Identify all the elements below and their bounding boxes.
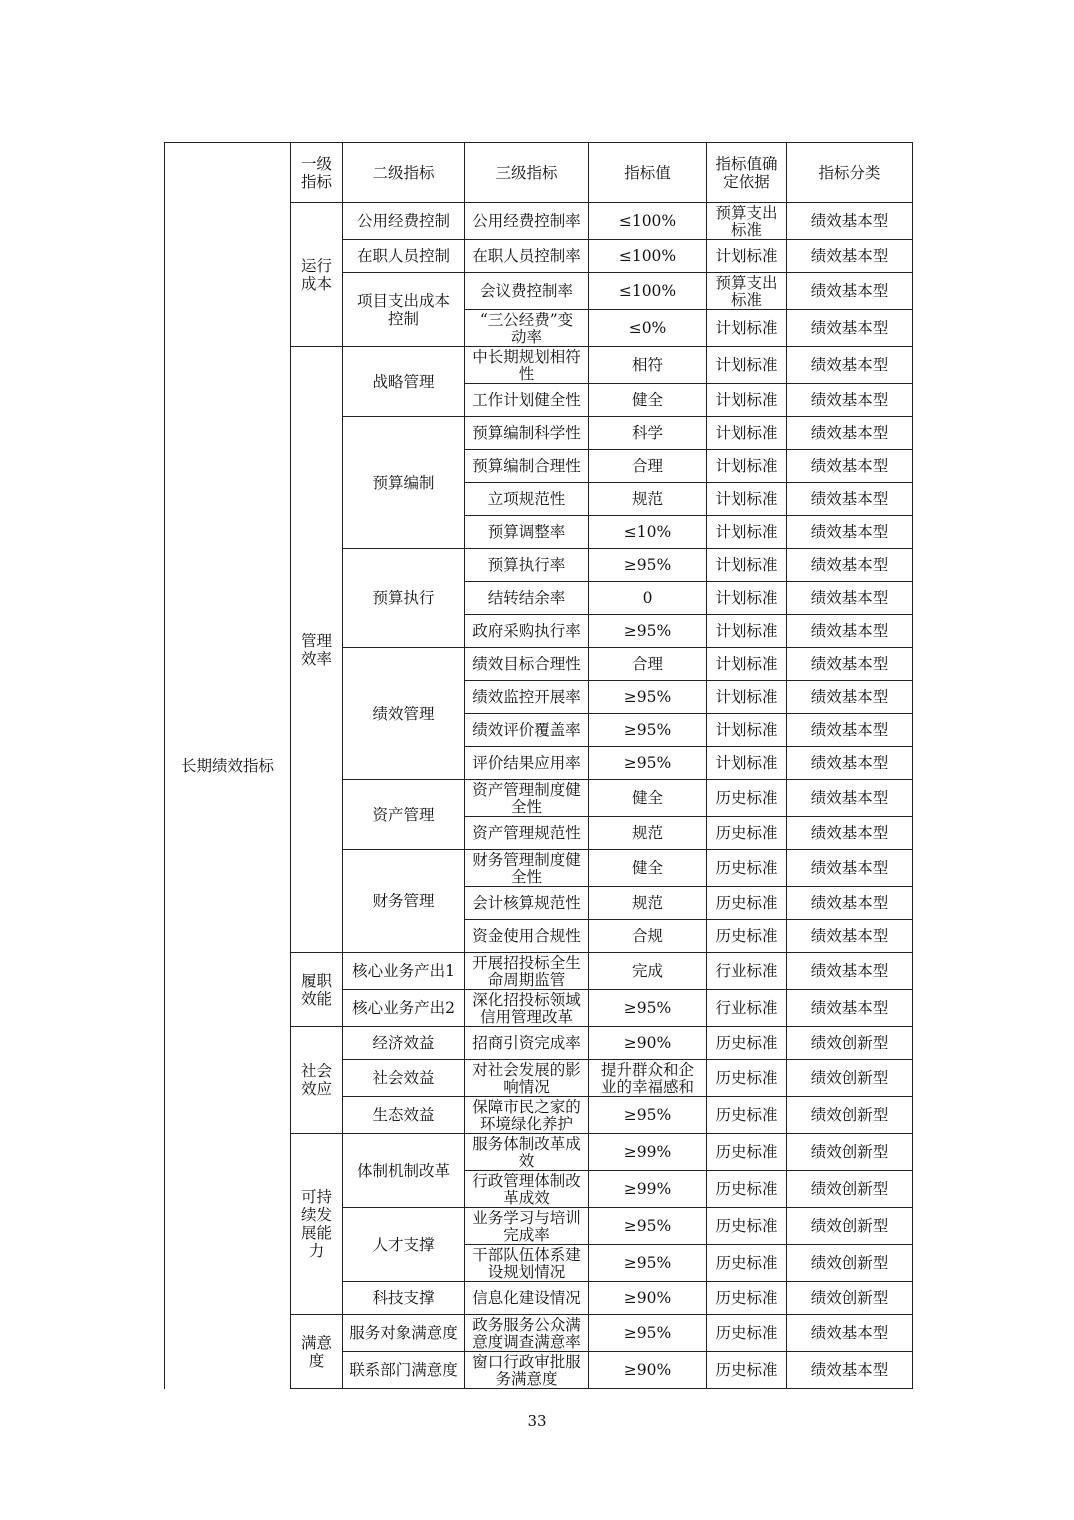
category-cell: 绩效创新型: [787, 1171, 913, 1208]
category-cell: 绩效创新型: [787, 1245, 913, 1282]
value-cell: ≥95%: [589, 714, 707, 747]
level3-cell: 预算调整率: [465, 516, 589, 549]
level2-cell: 联系部门满意度: [343, 1352, 465, 1389]
value-cell: ≥95%: [589, 1245, 707, 1282]
basis-cell: 历史标准: [707, 1027, 787, 1060]
value-cell: ≤100%: [589, 240, 707, 273]
value-cell: ≤10%: [589, 516, 707, 549]
category-cell: 绩效基本型: [787, 1315, 913, 1352]
header-level3: 三级指标: [465, 143, 589, 203]
level2-cell: 财务管理: [343, 850, 465, 953]
category-cell: 绩效基本型: [787, 920, 913, 953]
level3-cell: 中长期规划相符 性: [465, 347, 589, 384]
level2-cell: 项目支出成本 控制: [343, 273, 465, 347]
level3-cell: 窗口行政审批服 务满意度: [465, 1352, 589, 1389]
value-cell: 健全: [589, 850, 707, 887]
category-cell: 绩效基本型: [787, 990, 913, 1027]
category-cell: 绩效基本型: [787, 203, 913, 240]
level2-cell: 核心业务产出2: [343, 990, 465, 1027]
level2-cell: 在职人员控制: [343, 240, 465, 273]
basis-cell: 历史标准: [707, 817, 787, 850]
level2-cell: 绩效管理: [343, 648, 465, 780]
level3-cell: 会计核算规范性: [465, 887, 589, 920]
level1-cell: 履职 效能: [291, 953, 343, 1027]
category-cell: 绩效创新型: [787, 1208, 913, 1245]
header-basis: 指标值确 定依据: [707, 143, 787, 203]
basis-cell: 计划标准: [707, 240, 787, 273]
level3-cell: 结转结余率: [465, 582, 589, 615]
level3-cell: 政府采购执行率: [465, 615, 589, 648]
level3-cell: 工作计划健全性: [465, 384, 589, 417]
category-cell: 绩效创新型: [787, 1097, 913, 1134]
value-cell: 提升群众和企 业的幸福感和: [589, 1060, 707, 1097]
basis-cell: 计划标准: [707, 417, 787, 450]
level2-cell: 生态效益: [343, 1097, 465, 1134]
value-cell: ≥95%: [589, 1097, 707, 1134]
level3-cell: 预算编制合理性: [465, 450, 589, 483]
basis-cell: 计划标准: [707, 516, 787, 549]
category-cell: 绩效基本型: [787, 780, 913, 817]
level2-cell: 服务对象满意度: [343, 1315, 465, 1352]
basis-cell: 历史标准: [707, 1060, 787, 1097]
basis-cell: 计划标准: [707, 483, 787, 516]
value-cell: ≥90%: [589, 1282, 707, 1315]
level2-cell: 体制机制改革: [343, 1134, 465, 1208]
value-cell: 健全: [589, 780, 707, 817]
level3-cell: 服务体制改革成 效: [465, 1134, 589, 1171]
basis-cell: 预算支出 标准: [707, 273, 787, 310]
level3-cell: 公用经费控制率: [465, 203, 589, 240]
value-cell: 合理: [589, 648, 707, 681]
category-cell: 绩效基本型: [787, 516, 913, 549]
category-cell: 绩效基本型: [787, 310, 913, 347]
value-cell: ≥95%: [589, 549, 707, 582]
level3-cell: 深化招投标领域 信用管理改革: [465, 990, 589, 1027]
basis-cell: 历史标准: [707, 1245, 787, 1282]
level3-cell: 资金使用合规性: [465, 920, 589, 953]
category-cell: 绩效基本型: [787, 681, 913, 714]
category-cell: 绩效基本型: [787, 417, 913, 450]
level3-cell: 在职人员控制率: [465, 240, 589, 273]
category-cell: 绩效基本型: [787, 714, 913, 747]
category-cell: 绩效基本型: [787, 240, 913, 273]
level2-cell: 预算编制: [343, 417, 465, 549]
category-cell: 绩效创新型: [787, 1282, 913, 1315]
basis-cell: 计划标准: [707, 648, 787, 681]
category-cell: 绩效创新型: [787, 1027, 913, 1060]
header-category: 指标分类: [787, 143, 913, 203]
category-cell: 绩效基本型: [787, 648, 913, 681]
value-cell: ≥99%: [589, 1134, 707, 1171]
value-cell: 0: [589, 582, 707, 615]
value-cell: 科学: [589, 417, 707, 450]
basis-cell: 计划标准: [707, 310, 787, 347]
category-cell: 绩效基本型: [787, 384, 913, 417]
basis-cell: 行业标准: [707, 990, 787, 1027]
level2-cell: 核心业务产出1: [343, 953, 465, 990]
level3-cell: 会议费控制率: [465, 273, 589, 310]
level2-cell: 人才支撑: [343, 1208, 465, 1282]
category-cell: 绩效基本型: [787, 615, 913, 648]
level3-cell: 预算编制科学性: [465, 417, 589, 450]
value-cell: ≥95%: [589, 681, 707, 714]
level2-cell: 科技支撑: [343, 1282, 465, 1315]
value-cell: ≥99%: [589, 1171, 707, 1208]
basis-cell: 历史标准: [707, 1315, 787, 1352]
basis-cell: 历史标准: [707, 850, 787, 887]
level1-cell: 运行 成本: [291, 203, 343, 347]
basis-cell: 历史标准: [707, 1134, 787, 1171]
level2-cell: 社会效益: [343, 1060, 465, 1097]
basis-cell: 历史标准: [707, 1282, 787, 1315]
category-cell: 绩效基本型: [787, 1352, 913, 1389]
performance-indicator-table: [164, 142, 913, 1389]
value-cell: 健全: [589, 384, 707, 417]
value-cell: ≥95%: [589, 1315, 707, 1352]
level2-cell: 经济效益: [343, 1027, 465, 1060]
category-cell: 绩效基本型: [787, 887, 913, 920]
basis-cell: 历史标准: [707, 1352, 787, 1389]
value-cell: ≥95%: [589, 615, 707, 648]
level3-cell: 预算执行率: [465, 549, 589, 582]
category-cell: 绩效基本型: [787, 747, 913, 780]
level3-cell: 绩效目标合理性: [465, 648, 589, 681]
level3-cell: 评价结果应用率: [465, 747, 589, 780]
level3-cell: 业务学习与培训 完成率: [465, 1208, 589, 1245]
category-cell: 绩效基本型: [787, 953, 913, 990]
value-cell: 相符: [589, 347, 707, 384]
category-cell: 绩效基本型: [787, 347, 913, 384]
level3-cell: 对社会发展的影 响情况: [465, 1060, 589, 1097]
level1-cell: 社会 效应: [291, 1027, 343, 1134]
level3-cell: 保障市民之家的 环境绿化养护: [465, 1097, 589, 1134]
basis-cell: 计划标准: [707, 384, 787, 417]
header-level1: 一级 指标: [291, 143, 343, 203]
value-cell: 规范: [589, 887, 707, 920]
basis-cell: 行业标准: [707, 953, 787, 990]
value-cell: ≥95%: [589, 747, 707, 780]
basis-cell: 历史标准: [707, 920, 787, 953]
value-cell: ≥90%: [589, 1027, 707, 1060]
value-cell: ≥90%: [589, 1352, 707, 1389]
level2-cell: 战略管理: [343, 347, 465, 417]
value-cell: 规范: [589, 483, 707, 516]
header-value: 指标值: [589, 143, 707, 203]
level3-cell: 政务服务公众满 意度调查满意率: [465, 1315, 589, 1352]
basis-cell: 计划标准: [707, 549, 787, 582]
category-cell: 绩效基本型: [787, 483, 913, 516]
category-cell: 绩效创新型: [787, 1134, 913, 1171]
basis-cell: 历史标准: [707, 1208, 787, 1245]
category-cell: 绩效基本型: [787, 273, 913, 310]
level3-cell: 立项规范性: [465, 483, 589, 516]
value-cell: ≤100%: [589, 203, 707, 240]
level3-cell: 招商引资完成率: [465, 1027, 589, 1060]
category-cell: 绩效基本型: [787, 817, 913, 850]
basis-cell: 历史标准: [707, 1171, 787, 1208]
level3-cell: 绩效监控开展率: [465, 681, 589, 714]
level2-cell: 预算执行: [343, 549, 465, 648]
value-cell: ≥95%: [589, 990, 707, 1027]
level2-cell: 资产管理: [343, 780, 465, 850]
basis-cell: 历史标准: [707, 887, 787, 920]
level3-cell: 开展招投标全生 命周期监管: [465, 953, 589, 990]
category-cell: 绩效基本型: [787, 582, 913, 615]
value-cell: 合理: [589, 450, 707, 483]
basis-cell: 计划标准: [707, 450, 787, 483]
value-cell: ≥95%: [589, 1208, 707, 1245]
category-cell: 绩效基本型: [787, 549, 913, 582]
basis-cell: 计划标准: [707, 681, 787, 714]
value-cell: ≤100%: [589, 273, 707, 310]
category-cell: 绩效基本型: [787, 450, 913, 483]
level1-cell: 可持 续发 展能 力: [291, 1134, 343, 1315]
level3-cell: 资产管理制度健 全性: [465, 780, 589, 817]
page-number: 33: [527, 1412, 547, 1430]
value-cell: 合规: [589, 920, 707, 953]
category-cell: 绩效创新型: [787, 1060, 913, 1097]
category-cell: 绩效基本型: [787, 850, 913, 887]
level3-cell: “三公经费”变 动率: [465, 310, 589, 347]
basis-cell: 计划标准: [707, 714, 787, 747]
level3-cell: 行政管理体制改 革成效: [465, 1171, 589, 1208]
level3-cell: 绩效评价覆盖率: [465, 714, 589, 747]
value-cell: ≤0%: [589, 310, 707, 347]
basis-cell: 预算支出 标准: [707, 203, 787, 240]
basis-cell: 计划标准: [707, 347, 787, 384]
long-term-indicator-label: 长期绩效指标: [165, 143, 291, 1389]
basis-cell: 历史标准: [707, 1097, 787, 1134]
basis-cell: 计划标准: [707, 615, 787, 648]
basis-cell: 计划标准: [707, 747, 787, 780]
header-level2: 二级指标: [343, 143, 465, 203]
level3-cell: 干部队伍体系建 设规划情况: [465, 1245, 589, 1282]
basis-cell: 计划标准: [707, 582, 787, 615]
value-cell: 完成: [589, 953, 707, 990]
level2-cell: 公用经费控制: [343, 203, 465, 240]
level1-cell: 管理 效率: [291, 347, 343, 953]
level3-cell: 资产管理规范性: [465, 817, 589, 850]
level3-cell: 信息化建设情况: [465, 1282, 589, 1315]
basis-cell: 历史标准: [707, 780, 787, 817]
level1-cell: 满意 度: [291, 1315, 343, 1389]
level3-cell: 财务管理制度健 全性: [465, 850, 589, 887]
value-cell: 规范: [589, 817, 707, 850]
